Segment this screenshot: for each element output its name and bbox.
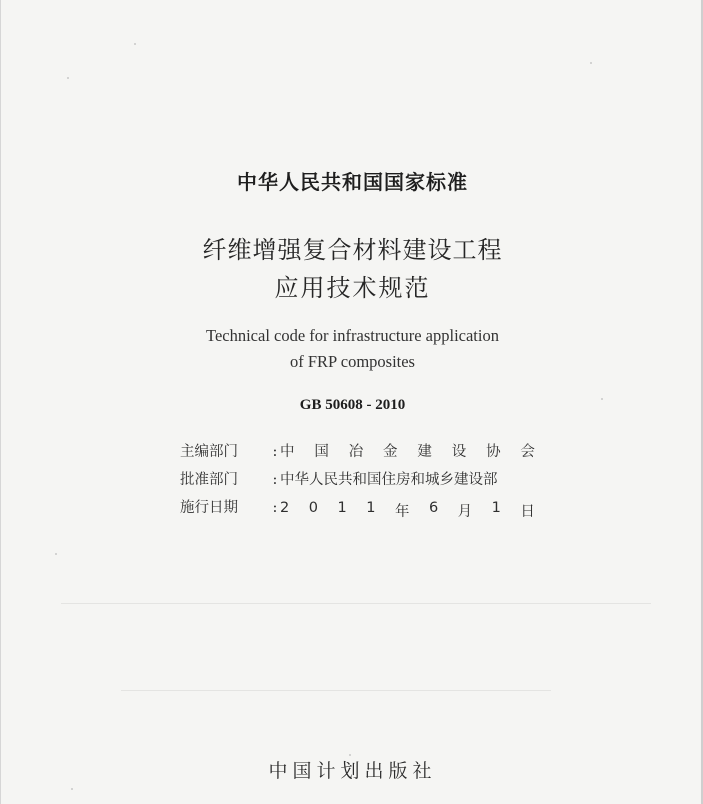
info-value-char: 0 bbox=[308, 500, 318, 516]
info-label-approver: 批准部门 bbox=[180, 472, 238, 488]
title-english-line-1: Technical code for infrastructure application bbox=[206, 326, 499, 345]
info-value-char: 月 bbox=[457, 504, 473, 520]
info-value-char: 2 bbox=[280, 500, 290, 516]
scan-speck bbox=[590, 62, 592, 64]
info-separator: : bbox=[272, 472, 278, 488]
info-value-char: 建 bbox=[417, 444, 432, 460]
scan-speck bbox=[134, 43, 136, 45]
info-separator: : bbox=[272, 444, 278, 460]
info-value-char: 1 bbox=[491, 500, 501, 516]
scan-smudge bbox=[61, 603, 651, 604]
info-value-char: 日 bbox=[520, 504, 535, 520]
title-chinese-line-2: 应用技术规范 bbox=[274, 274, 431, 302]
info-value-char: 冶 bbox=[348, 444, 364, 460]
info-value-char: 中 bbox=[280, 444, 295, 460]
title-chinese-line-1: 纤维增强复合材料建设工程 bbox=[202, 236, 503, 264]
scan-speck bbox=[71, 788, 73, 790]
info-value-char: 国 bbox=[314, 444, 329, 460]
info-separator: : bbox=[272, 500, 278, 516]
info-value-char: 会 bbox=[520, 444, 535, 460]
info-value-editor bbox=[280, 440, 535, 461]
info-row-editor bbox=[180, 440, 540, 468]
info-block bbox=[180, 440, 540, 524]
scan-smudge bbox=[121, 690, 551, 691]
info-label-editor: 主编部门 bbox=[180, 444, 238, 460]
info-label-effective-date: 施行日期 bbox=[180, 500, 238, 516]
info-row-effective-date bbox=[180, 496, 540, 524]
info-value-char: 年 bbox=[394, 504, 410, 520]
standard-number: GB 50608 - 2010 bbox=[299, 397, 406, 413]
info-value-char: 6 bbox=[428, 500, 439, 516]
info-value-char: 金 bbox=[383, 444, 398, 460]
scan-speck bbox=[349, 754, 351, 756]
info-value-char: 设 bbox=[451, 444, 467, 460]
scan-speck bbox=[55, 553, 57, 555]
info-value-char: 1 bbox=[366, 500, 376, 516]
info-value-char: 1 bbox=[337, 500, 347, 516]
publisher-name: 中国计划出版社 bbox=[268, 760, 437, 782]
info-value-text: 中华人民共和国住房和城乡建设部 bbox=[280, 472, 498, 488]
scan-speck bbox=[601, 398, 603, 400]
info-value-approver bbox=[280, 468, 535, 489]
info-value-effective-date bbox=[280, 500, 535, 521]
info-row-approver bbox=[180, 468, 540, 496]
title-english-line-2: of FRP composites bbox=[290, 352, 415, 371]
standard-type-heading: 中华人民共和国国家标准 bbox=[237, 170, 468, 194]
scan-speck bbox=[67, 77, 69, 79]
info-value-char: 协 bbox=[486, 444, 501, 460]
